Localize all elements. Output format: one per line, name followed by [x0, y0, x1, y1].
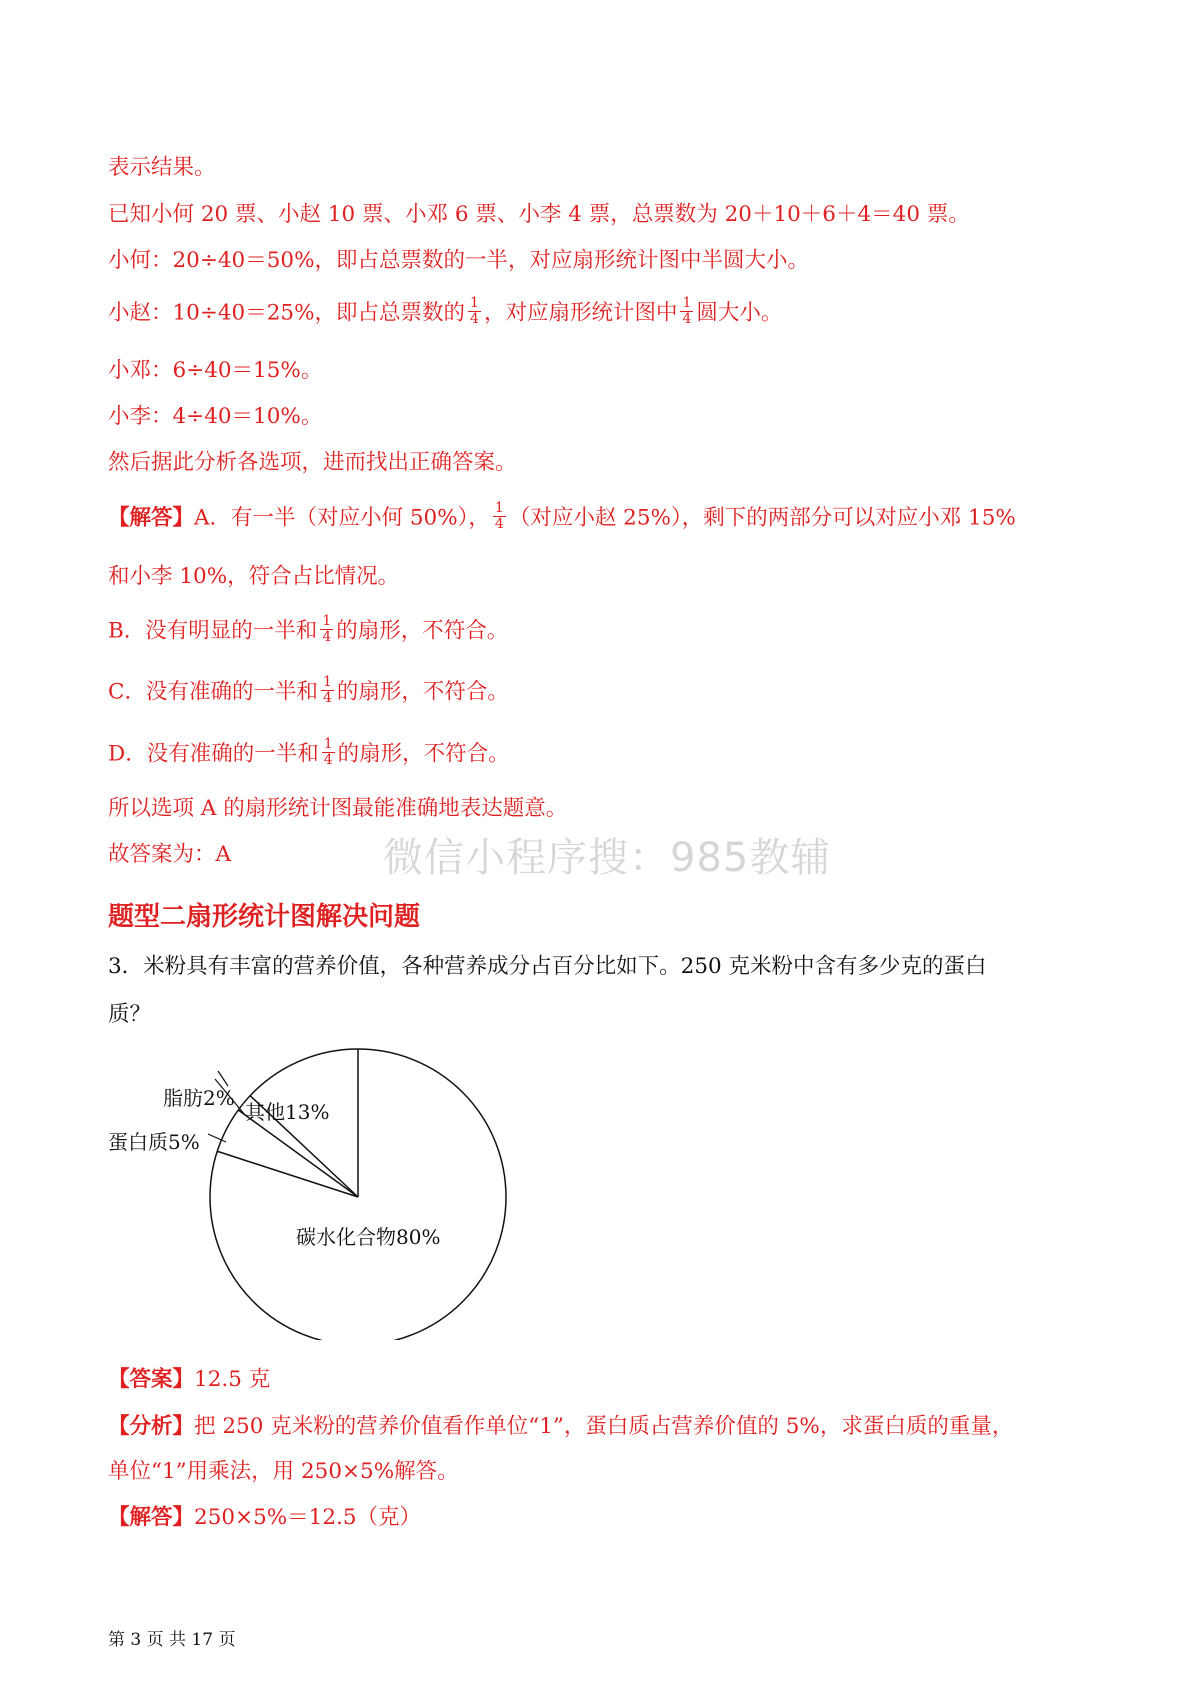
text-line: [108, 613, 509, 647]
question-line: 质？: [108, 1002, 152, 1027]
solution-text: 250×5%＝12.5（克）: [194, 1505, 422, 1530]
text-line: 小邓：6÷40＝15%。: [108, 358, 323, 383]
fraction-one-quarter: $\frac{1}{4}$: [323, 736, 333, 768]
text-line: 所以选项 A 的扇形统计图最能准确地表达题意。: [108, 796, 568, 821]
fraction-one-quarter: $\frac{1}{4}$: [322, 613, 332, 645]
text-line: 小李：4÷40＝10%。: [108, 404, 323, 429]
pie-slice-label: 脂肪2%: [163, 1086, 235, 1110]
section-heading: 题型二扇形统计图解决问题: [108, 902, 421, 932]
text-line: [108, 736, 510, 770]
pie-slice-label: 蛋白质5%: [108, 1130, 200, 1154]
solution-tag: 【解答】: [108, 505, 195, 531]
text-line: 已知小何 20 票、小赵 10 票、小邓 6 票、小李 4 票，总票数为 20＋10＋6＋4＝40 票。: [108, 202, 970, 227]
text-line: 故答案为：A: [108, 842, 232, 867]
answer-value: 12.5 克: [194, 1367, 271, 1392]
analysis-tag: 【分析】: [108, 1414, 195, 1439]
analysis-line: [108, 1412, 1013, 1442]
question-line: 3．米粉具有丰富的营养价值，各种营养成分占百分比如下。250 克米粉中含有多少克的蛋白: [108, 954, 987, 979]
text-segment: 的扇形，不符合。: [336, 679, 509, 705]
text-line: [108, 500, 1016, 534]
solution-tag: 【解答】: [108, 1505, 195, 1530]
text-segment: C．没有准确的一半和: [108, 679, 318, 705]
answer-tag: 【答案】: [108, 1367, 195, 1392]
text-segment: A．有一半（对应小何 50%），: [194, 505, 490, 531]
nutrition-pie-chart: [100, 1030, 520, 1340]
fraction-one-quarter: $\frac{1}{4}$: [682, 295, 692, 327]
text-segment: 圆大小。: [696, 300, 783, 326]
text-line: 和小李 10%，符合占比情况。: [108, 564, 400, 589]
text-segment: （对应小赵 25%），剩下的两部分可以对应小邓 15%: [508, 505, 1016, 531]
fraction-one-quarter: $\frac{1}{4}$: [494, 500, 504, 532]
analysis-text: 把 250 克米粉的营养价值看作单位“1”，蛋白质占营养价值的 5%，求蛋白质的重量，: [194, 1414, 1014, 1439]
text-segment: 的扇形，不符合。: [336, 618, 509, 644]
analysis-line: 单位“1”用乘法，用 250×5%解答。: [108, 1459, 459, 1484]
text-segment: D．没有准确的一半和: [108, 741, 319, 767]
text-segment: 小赵：10÷40＝25%，即占总票数的: [108, 300, 466, 326]
text-line: [108, 674, 509, 708]
pie-slice-label: 碳水化合物80%: [296, 1225, 441, 1249]
text-line: 然后据此分析各选项，进而找出正确答案。: [108, 450, 517, 475]
pie-slice-label: 其他13%: [245, 1100, 330, 1124]
text-line: [108, 295, 783, 329]
text-line: 表示结果。: [108, 155, 216, 180]
page-footer: 第 3 页 共 17 页: [108, 1630, 236, 1650]
text-line: 小何：20÷40＝50%，即占总票数的一半，对应扇形统计图中半圆大小。: [108, 248, 810, 273]
fraction-one-quarter: $\frac{1}{4}$: [470, 295, 479, 327]
text-segment: ，对应扇形统计图中: [483, 300, 678, 326]
text-segment: B．没有明显的一半和: [108, 618, 318, 644]
watermark: 微信小程序搜：985教辅: [383, 835, 832, 881]
text-segment: 的扇形，不符合。: [337, 741, 510, 767]
fraction-one-quarter: $\frac{1}{4}$: [322, 674, 332, 706]
answer-line: [108, 1365, 270, 1395]
solution-line: [108, 1503, 421, 1533]
